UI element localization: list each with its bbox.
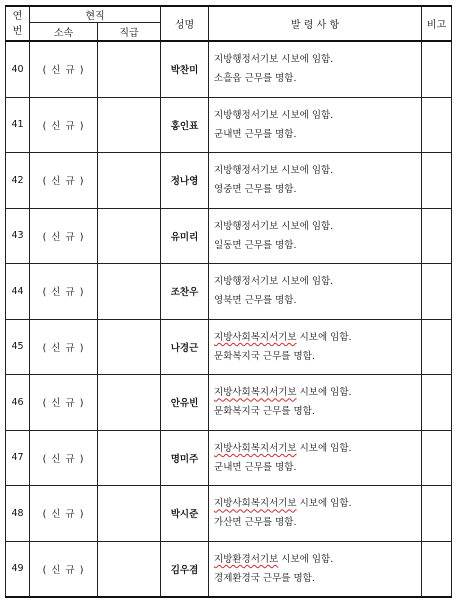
detail-line-2: 군내면 근무를 명함. (214, 128, 297, 140)
table-row (6, 430, 452, 486)
row-number: 40 (6, 41, 30, 97)
header-number-label-2: 번 (12, 25, 23, 37)
row-name: 유미리 (161, 208, 209, 264)
header-name: 성명 (161, 6, 209, 41)
detail-line-1-text: 지방행정서기보 시보에 임함. (214, 276, 334, 288)
detail-line-1-text: 지방행정서기보 시보에 임함. (214, 54, 334, 66)
row-affiliation: ( 신 규 ) (30, 486, 98, 542)
row-name: 나경근 (161, 319, 209, 375)
row-number: 41 (6, 97, 30, 153)
detail-line-1 (214, 383, 421, 402)
row-remarks (422, 486, 452, 542)
row-number: 42 (6, 153, 30, 209)
detail-line-2: 가산면 근무를 명함. (214, 517, 297, 529)
table-row (6, 264, 452, 320)
row-appointment-details (209, 208, 422, 264)
row-appointment-details (209, 97, 422, 153)
row-rank (98, 541, 161, 597)
row-rank (98, 486, 161, 542)
detail-line-1 (214, 217, 421, 236)
detail-marked-title: 지방사회복지서기보 (214, 331, 297, 343)
table-row (6, 97, 452, 153)
table-row (6, 319, 452, 375)
header-rank: 직급 (98, 23, 161, 42)
detail-marked-title: 지방사회복지서기보 (214, 442, 297, 454)
detail-line-1-text: 시보에 임함. (296, 498, 352, 510)
detail-line-1-text: 지방행정서기보 시보에 임함. (214, 220, 334, 232)
detail-marked-title: 지방사회복지서기보 (214, 387, 297, 399)
row-rank (98, 375, 161, 431)
row-appointment-details (209, 486, 422, 542)
detail-line-1 (214, 106, 421, 125)
row-remarks (422, 541, 452, 597)
row-number: 45 (6, 319, 30, 375)
header-number-label-1: 연 (12, 10, 23, 22)
row-rank (98, 430, 161, 486)
detail-line-2: 군내면 근무를 명함. (214, 461, 297, 473)
row-name: 명미주 (161, 430, 209, 486)
row-appointment-details (209, 375, 422, 431)
detail-line-2: 소흘읍 근무를 명함. (214, 73, 297, 85)
row-rank (98, 97, 161, 153)
row-name: 박찬미 (161, 41, 209, 97)
row-remarks (422, 375, 452, 431)
detail-line-1 (214, 161, 421, 180)
row-number: 44 (6, 264, 30, 320)
row-remarks (422, 97, 452, 153)
detail-line-1-text: 시보에 임함. (296, 387, 352, 399)
row-remarks (422, 208, 452, 264)
table-row (6, 153, 452, 209)
row-remarks (422, 430, 452, 486)
row-appointment-details (209, 541, 422, 597)
row-affiliation: ( 신 규 ) (30, 430, 98, 486)
row-appointment-details (209, 430, 422, 486)
row-number: 46 (6, 375, 30, 431)
row-affiliation: ( 신 규 ) (30, 319, 98, 375)
detail-line-1-text: 지방행정서기보 시보에 임함. (214, 165, 334, 177)
table-row (6, 541, 452, 597)
table-row (6, 208, 452, 264)
row-rank (98, 264, 161, 320)
row-affiliation: ( 신 규 ) (30, 41, 98, 97)
header-remarks: 비고 (422, 6, 452, 41)
detail-line-1-text: 시보에 임함. (296, 442, 352, 454)
detail-line-1-text: 시보에 임함. (278, 553, 334, 565)
row-name: 박시준 (161, 486, 209, 542)
detail-line-2: 문화복지국 근무를 명함. (214, 350, 315, 362)
detail-line-2: 영중면 근무를 명함. (214, 184, 297, 196)
row-name: 안유빈 (161, 375, 209, 431)
row-affiliation: ( 신 규 ) (30, 375, 98, 431)
row-rank (98, 153, 161, 209)
row-appointment-details (209, 153, 422, 209)
row-affiliation: ( 신 규 ) (30, 97, 98, 153)
detail-line-1 (214, 439, 421, 458)
detail-line-2: 경제환경국 근무를 명함. (214, 572, 315, 584)
header-appointment-details: 발 령 사 항 (209, 6, 422, 41)
detail-line-1 (214, 50, 421, 69)
row-affiliation: ( 신 규 ) (30, 153, 98, 209)
detail-line-1 (214, 550, 421, 569)
row-rank (98, 208, 161, 264)
table-row (6, 41, 452, 97)
row-appointment-details (209, 264, 422, 320)
header-affiliation: 소속 (30, 23, 98, 42)
row-affiliation: ( 신 규 ) (30, 541, 98, 597)
row-name: 김우겸 (161, 541, 209, 597)
row-appointment-details (209, 41, 422, 97)
row-rank (98, 319, 161, 375)
row-number: 49 (6, 541, 30, 597)
row-name: 정나영 (161, 153, 209, 209)
header-row-top (6, 6, 452, 23)
row-affiliation: ( 신 규 ) (30, 208, 98, 264)
row-name: 홍인표 (161, 97, 209, 153)
table-row (6, 486, 452, 542)
detail-line-2: 일동면 근무를 명함. (214, 239, 297, 251)
detail-line-1-text: 지방행정서기보 시보에 임함. (214, 109, 334, 121)
appointment-table (5, 5, 452, 598)
detail-line-2: 문화복지국 근무를 명함. (214, 406, 315, 418)
row-number: 43 (6, 208, 30, 264)
detail-line-1 (214, 272, 421, 291)
row-remarks (422, 153, 452, 209)
row-remarks (422, 319, 452, 375)
detail-line-2: 영북면 근무를 명함. (214, 295, 297, 307)
detail-marked-title: 지방환경서기보 (214, 553, 279, 565)
row-rank (98, 41, 161, 97)
row-affiliation: ( 신 규 ) (30, 264, 98, 320)
detail-line-1 (214, 494, 421, 513)
row-remarks (422, 264, 452, 320)
row-remarks (422, 41, 452, 97)
row-appointment-details (209, 319, 422, 375)
detail-marked-title: 지방사회복지서기보 (214, 498, 297, 510)
detail-line-1 (214, 328, 421, 347)
row-number: 47 (6, 430, 30, 486)
appointment-rows (6, 41, 452, 597)
row-number: 48 (6, 486, 30, 542)
table-row (6, 375, 452, 431)
header-number (6, 6, 30, 41)
detail-line-1-text: 시보에 임함. (296, 331, 352, 343)
row-name: 조찬우 (161, 264, 209, 320)
header-current-position: 현직 (30, 6, 161, 23)
